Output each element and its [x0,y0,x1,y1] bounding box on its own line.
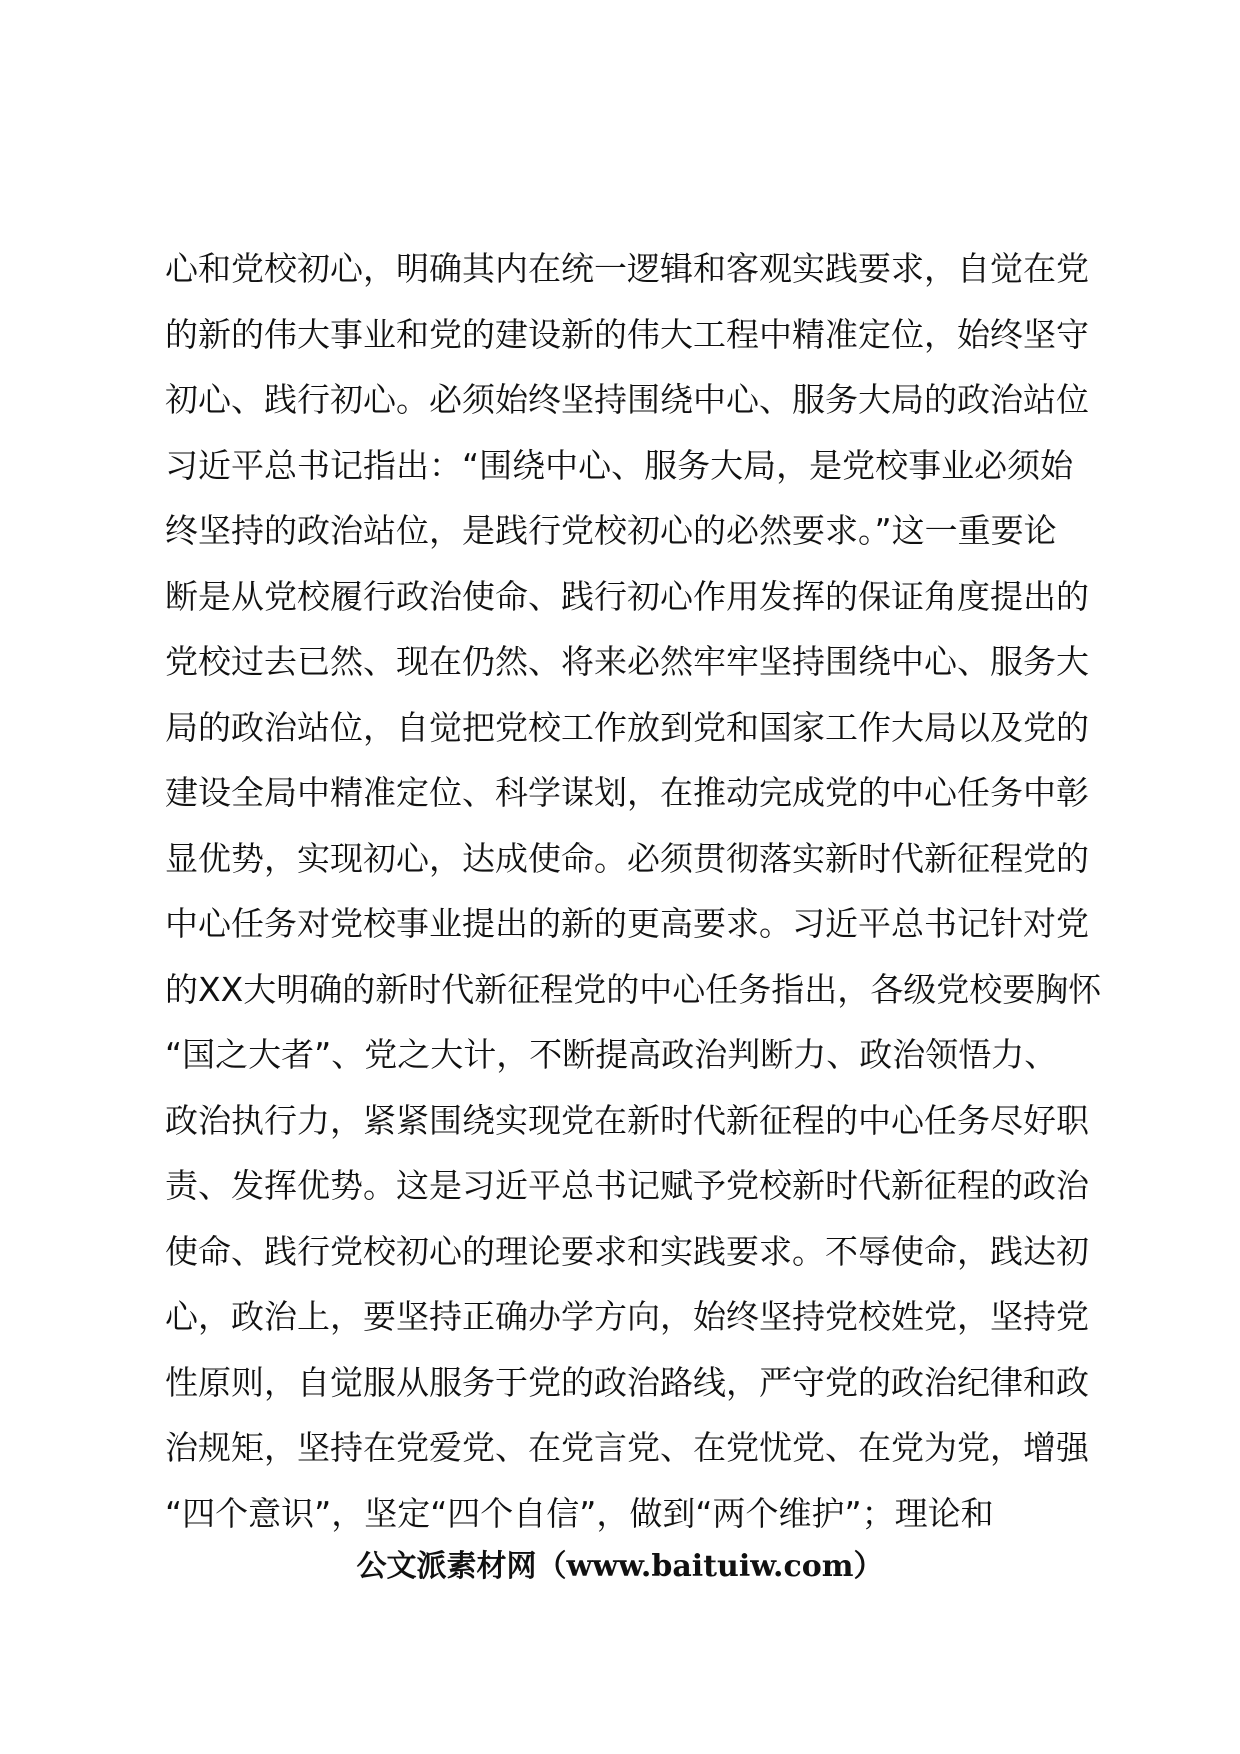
page-footer: 公文派素材网（www.baituiw.com） [356,1549,884,1584]
text-line: 性原则，自觉服从服务于党的政治路线，严守党的政治纪律和政 [165,1362,1089,1402]
text-line: 治规矩，坚持在党爱党、在党言党、在党忧党、在党为党，增强 [165,1428,1089,1467]
text-line: 终坚持的政治站位，是践行党校初心的必然要求。”这一重要论 [165,511,1057,550]
text-line: 局的政治站位，自觉把党校工作放到党和国家工作大局以及党的 [165,707,1089,747]
text-line: 的新的伟大事业和党的建设新的伟大工程中精准定位，始终坚守 [165,314,1089,354]
text-line: 断是从党校履行政治使命、践行初心作用发挥的保证角度提出的 [165,576,1089,616]
text-line: 习近平总书记指出：“围绕中心、服务大局，是党校事业必须始 [165,445,1074,485]
text-line: 政治执行力，紧紧围绕实现党在新时代新征程的中心任务尽好职 [165,1100,1089,1140]
text-line: 使命、践行党校初心的理论要求和实践要求。不辱使命，践达初 [165,1231,1089,1271]
text-line: 心和党校初心，明确其内在统一逻辑和客观实践要求，自觉在党 [165,249,1089,288]
body-text [165,236,1125,1546]
text-line: 初心、践行初心。必须始终坚持围绕中心、服务大局的政治站位 [165,380,1089,419]
text-line: 建设全局中精准定位、科学谋划，在推动完成党的中心任务中彰 [165,773,1089,812]
text-line: 的XX大明确的新时代新征程党的中心任务指出，各级党校要胸怀 [165,969,1102,1009]
text-line: 责、发挥优势。这是习近平总书记赋予党校新时代新征程的政治 [165,1166,1089,1205]
text-line: “国之大者”、党之大计，不断提高政治判断力、政治领悟力、 [165,1035,1058,1074]
text-line: 党校过去已然、现在仍然、将来必然牢牢坚持围绕中心、服务大 [165,642,1089,681]
text-line: 显优势，实现初心，达成使命。必须贯彻落实新时代新征程党的 [165,838,1089,878]
text-line: “四个意识”，坚定“四个自信”，做到“两个维护”；理论和 [165,1493,994,1533]
text-line: 中心任务对党校事业提出的新的更高要求。习近平总书记针对党 [165,904,1089,943]
text-line: 心，政治上，要坚持正确办学方向，始终坚持党校姓党，坚持党 [165,1297,1089,1336]
